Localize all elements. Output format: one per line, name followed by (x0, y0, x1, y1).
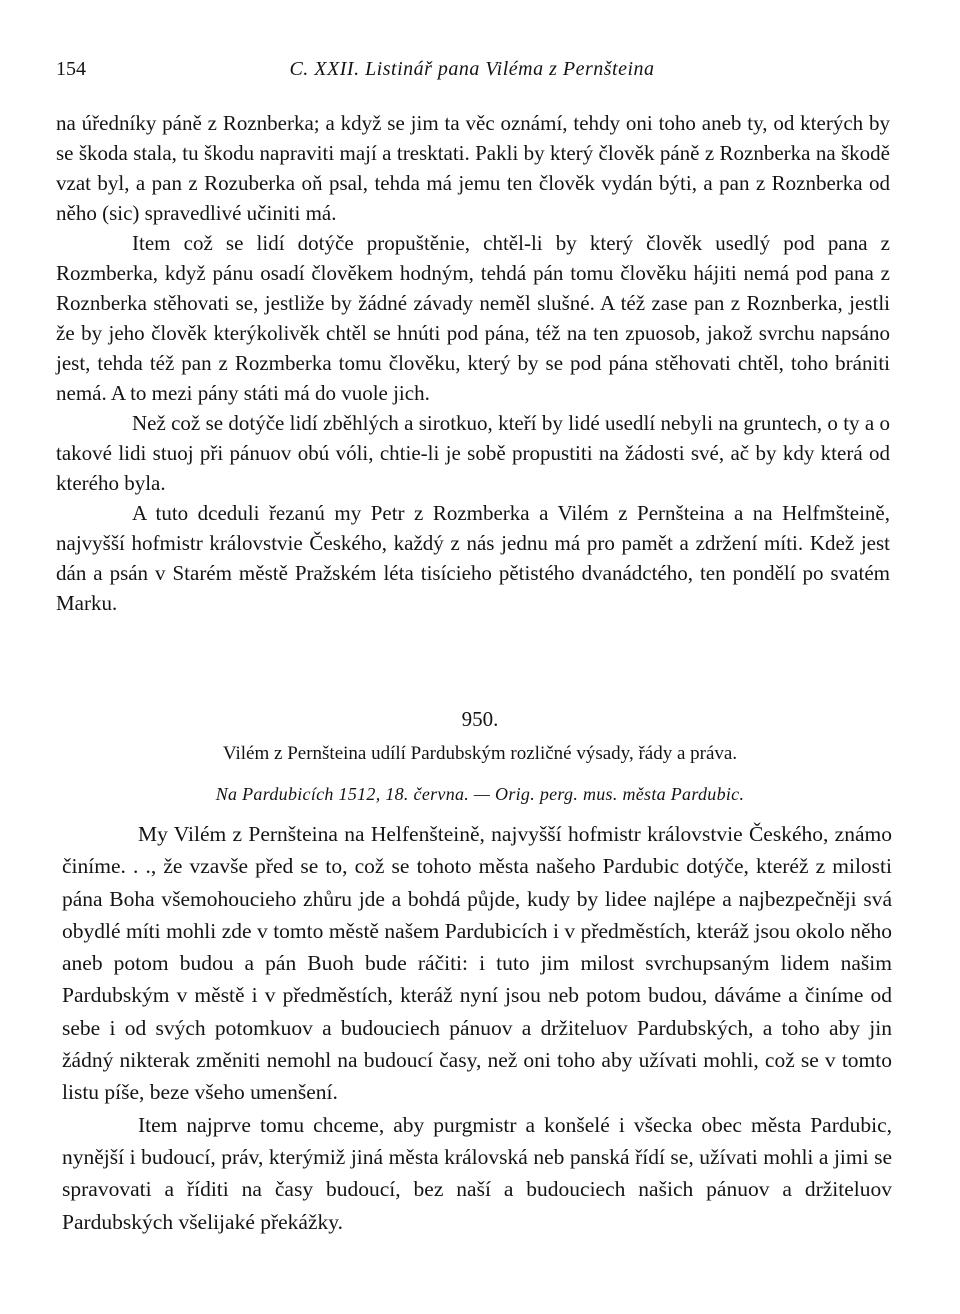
preceding-document-text (56, 108, 890, 618)
running-head (56, 58, 888, 88)
document-number: 950. (461, 707, 499, 731)
paragraph: My Vilém z Pernšteina na Helfenšteině, najvyšší hofmistr královstvie Českého, známo činíme. . ., že vzavše před se to, což se tohoto města našeho Pardubic dotýče, kteréž z milosti pána Boha všemohoucieho zhůru jde a bohdá půjde, kudy by lidee najlépe a najbezpečněji svá obydlé míti mohli zde v tomto městě našem Pardubicích i v předměstích, kteráž jsou okolo něho aneb potom budou a pán Buoh bude ráčiti: i tuto jim milost svrchupsaným lidem našim Pardubským v městě i v předměstích, kteráž nyní jsou neb potom budou, dáváme a činíme od sebe i od svých potomkuov a budouciech pánuov a držiteluov Pardubských, a toho aby jin žádný nikterak změniti nemohl na budoucí časy, než oni toho aby užívati mohli, což se v tomto listu píše, beze všeho umenšení. (62, 822, 892, 1105)
document-text (62, 818, 892, 1238)
document-source: Na Pardubicích 1512, 18. června. — Orig. perg. mus. města Pardubic. (215, 784, 745, 804)
paragraph: A tuto dceduli řezanú my Petr z Rozmberka a Vilém z Pernšteina a na Helfmšteině, najvyšší hofmistr královstvie Českého, každý z nás jednu má pro pamět a zdržení míti. Kdež jest dán a psán v Starém městě Pražském léta tisícieho pětistého dvanádctého, ten pondělí po svatém Marku. (56, 501, 890, 615)
paragraph: Item což se lidí dotýče propuštěnie, chtěl-li by který člověk usedlý pod pana z Rozmberka, když pánu osadí člověkem hodným, tehdá pán tomu člověku hájiti nemá pod pana z Roznberka stěhovati se, jestliže by žádné závady neměl slušné. A též zase pan z Roznberka, jestli že by jeho člověk kterýkolivěk chtěl se hnúti pod pána, též na ten zpuosob, jakož svrchu napsáno jest, tehda též pan z Rozmberka tomu člověku, který by se pod pána stěhovati chtěl, toho brániti nemá. A to mezi pány státi má do vuole jich. (56, 231, 890, 405)
document-summary: Vilém z Pernšteina udílí Pardubským rozličné výsady, řády a práva. (222, 743, 738, 764)
paragraph: Než což se dotýče lidí zběhlých a sirotkuo, kteří by lidé usedlí nebyli na gruntech, o ty a o takové lidi stuoj při pánuov obú vóli, chtie-li je sobě propustiti na žádosti své, ač by kdy která od kterého byla. (56, 411, 890, 495)
running-title: C. XXII. Listinář pana Viléma z Pernšteina (289, 58, 655, 80)
page-number: 154 (56, 58, 86, 80)
paragraph: na úředníky páně z Roznberka; a když se jim ta věc oznámí, tehdy oni toho aneb ty, od kterých by se škoda stala, tu škodu napraviti mají a tresktati. Pakli by který člověk páně z Roznberka na škodě vzat byl, a pan z Rozuberka oň psal, tehda má jemu ten člověk vydán býti, a pan z Roznberka od něho (sic) spravedlivé učiniti má. (56, 111, 890, 225)
paragraph: Item najprve tomu chceme, aby purgmistr a konšelé i všecka obec města Pardubic, nynější i budoucí, práv, kterýmiž jiná města královská neb panská řídí se, užívati mohli a jimi se spravovati a říditi na časy budoucí, bez naší a budouciech našich pánuov a držiteluov Pardubských všelijaké překážky. (62, 1112, 892, 1234)
